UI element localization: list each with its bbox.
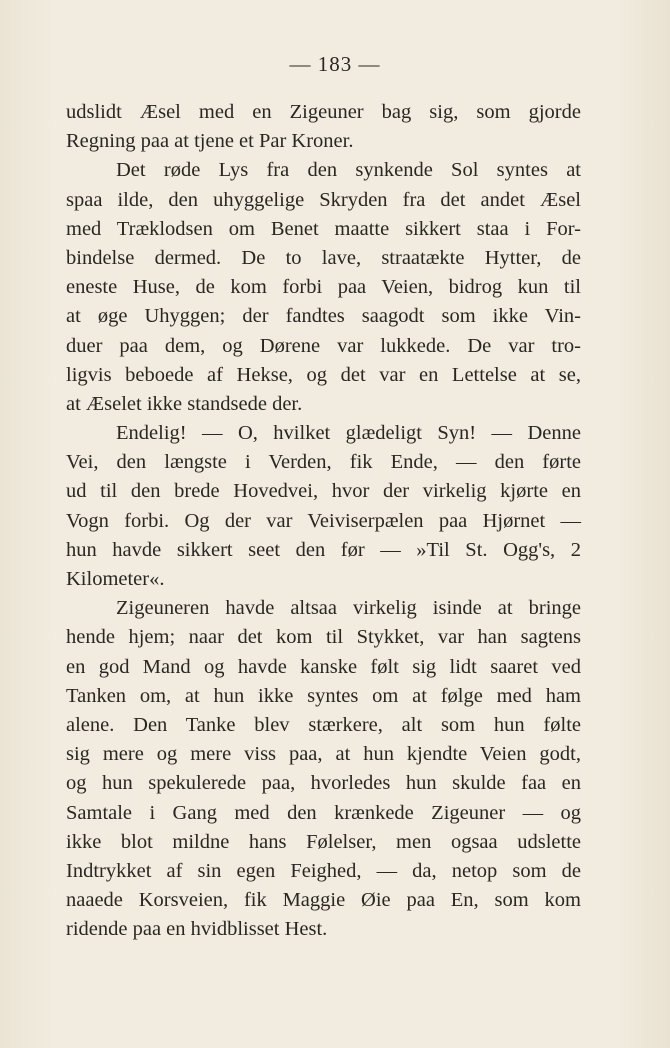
text-line: Vei, den længste i Verden, fik Ende, — den førte [66,451,581,474]
text-line: Det røde Lys fra den synkende Sol syntes at [116,159,581,182]
text-line: spaa ilde, den uhyggelige Skryden fra det andet Æsel [66,188,581,211]
text-line: ridende paa en hvidblisset Hest. [66,918,328,941]
text-line: Kilometer«. [66,568,165,590]
text-line: bindelse dermed. De to lave, straatækte Hytter, de [66,246,581,269]
text-line: og hun spekulerede paa, hvorledes hun skulde faa en [66,772,581,795]
text-line: Vogn forbi. Og der var Veiviserpælen paa Hjørnet — [66,509,581,532]
text-line: hende hjem; naar det kom til Stykket, var han sagtens [66,626,581,649]
text-line: eneste Huse, de kom forbi paa Veien, bidrog kun til [66,276,581,299]
text-line: duer paa dem, og Dørene var lukkede. De var tro- [66,334,581,357]
text-line: Zigeuneren havde altsaa virkelig isinde at bringe [116,597,581,620]
text-line: hun havde sikkert seet den før — »Til St. Ogg's, 2 [66,538,581,561]
text-line: ligvis beboede af Hekse, og det var en Lettelse at se, [66,363,581,386]
text-line: Indtrykket af sin egen Feighed, — da, netop som de [66,859,581,882]
text-line: Samtale i Gang med den krænkede Zigeuner — og [66,801,581,824]
text-line: Regning paa at tjene et Par Kroner. [66,130,354,153]
text-line: udslidt Æsel med en Zigeuner bag sig, som gjorde [66,101,581,123]
text-line: sig mere og mere viss paa, at hun kjendte Veien godt, [66,743,581,766]
text-line: naaede Korsveien, fik Maggie Øie paa En, som kom [66,889,581,912]
text-line: en god Mand og havde kanske følt sig lidt saaret ved [66,655,581,678]
text-line: at øge Uhyggen; der fandtes saagodt som ikke Vin- [66,305,581,328]
text-line: med Træklodsen om Benet maatte sikkert staa i For- [66,217,581,240]
text-line: Endelig! — O, hvilket glædeligt Syn! — Denne [116,422,581,445]
text-line: alene. Den Tanke blev stærkere, alt som hun følte [66,713,581,736]
page-number: — 183 — [289,52,381,76]
text-line: ud til den brede Hovedvei, hvor der virkelig kjørte en [66,480,581,503]
body-text [66,98,581,944]
text-line: Tanken om, at hun ikke syntes om at følge med ham [66,684,581,707]
text-line: at Æselet ikke standsede der. [66,392,303,415]
text-line: ikke blot mildne hans Følelser, men ogsaa udslette [66,830,581,853]
